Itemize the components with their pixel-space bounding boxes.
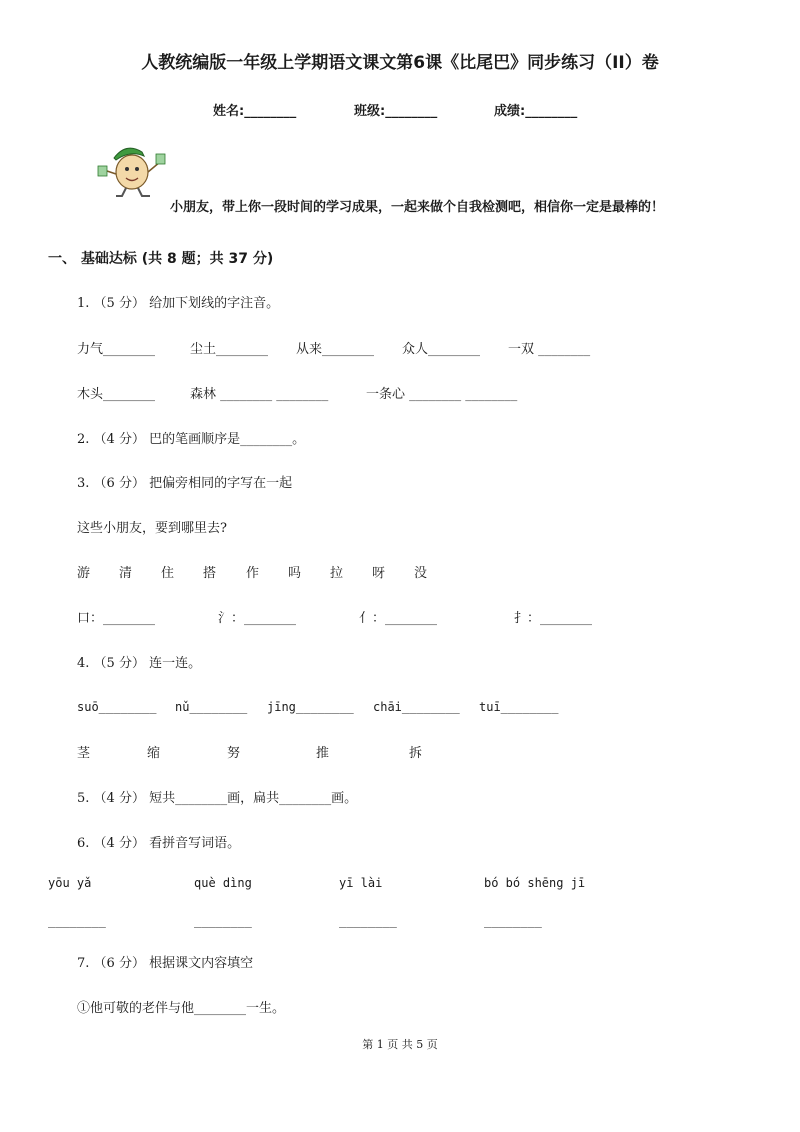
q1-item: 木头________ — [77, 387, 156, 402]
q1-item: 尘土________ — [190, 342, 269, 357]
q1-item: 森林 ________ ________ — [190, 387, 329, 402]
q4-pinyin: chāi________ — [373, 700, 460, 714]
question-7-prompt: 7. （6 分） 根据课文内容填空 — [77, 956, 254, 971]
q4-char: 缩 — [147, 746, 161, 761]
section-heading: 一、 基础达标 (共 8 题；共 37 分) — [48, 251, 274, 267]
q3-char: 没 — [414, 566, 428, 581]
q3-subtext: 这些小朋友，要到哪里去? — [77, 521, 227, 536]
name-field[interactable]: 姓名:________ — [213, 104, 297, 119]
intro-text: 小朋友，带上你一段时间的学习成果，一起来做个自我检测吧，相信你一定是最棒的！ — [170, 200, 665, 215]
q3-blank: 氵：________ — [218, 611, 297, 626]
question-4-prompt: 4. （5 分） 连一连。 — [77, 656, 202, 671]
q3-char: 呀 — [372, 566, 386, 581]
q3-char: 吗 — [288, 566, 302, 581]
q4-char: 拆 — [409, 746, 423, 761]
q4-pinyin: suō________ — [77, 700, 157, 714]
q3-char: 作 — [246, 566, 260, 581]
q6-blank: ________ — [339, 914, 397, 928]
q6-blank: ________ — [194, 914, 252, 928]
question-1-prompt: 1. （5 分） 给加下划线的字注音。 — [77, 296, 280, 311]
q1-item: 力气________ — [77, 342, 156, 357]
q6-pinyin: yī lài — [339, 876, 383, 890]
page-footer: 第 1 页 共 5 页 — [362, 1038, 438, 1051]
q6-blank: ________ — [484, 914, 542, 928]
score-field[interactable]: 成绩:________ — [494, 104, 578, 119]
q1-item: 众人________ — [402, 342, 481, 357]
q1-item: 一条心 ________ ________ — [366, 387, 518, 402]
q1-item: 从来________ — [296, 342, 375, 357]
question-3-prompt: 3. （6 分） 把偏旁相同的字写在一起 — [77, 476, 293, 491]
q4-pinyin: nǔ________ — [175, 700, 248, 714]
page-title: 人教统编版一年级上学期语文课文第6课《比尾巴》同步练习（II）卷 — [141, 53, 659, 73]
q3-blank: 扌：________ — [514, 611, 593, 626]
q3-char: 游 — [77, 566, 91, 581]
question-2-prompt: 2. （4 分） 巴的笔画顺序是________。 — [77, 432, 306, 447]
q3-char: 住 — [161, 566, 175, 581]
q4-pinyin: jīng________ — [267, 700, 354, 714]
question-6-prompt: 6. （4 分） 看拼音写词语。 — [77, 836, 241, 851]
q4-char: 推 — [316, 746, 330, 761]
question-5-prompt: 5. （4 分） 短共________画，扁共________画。 — [77, 791, 358, 806]
q3-char: 清 — [119, 566, 133, 581]
q4-char: 努 — [227, 746, 241, 761]
q3-blank: 亻：________ — [359, 611, 438, 626]
q6-pinyin: què dìng — [194, 876, 252, 890]
q6-pinyin: yōu yǎ — [48, 876, 92, 890]
q4-char: 茎 — [77, 746, 91, 761]
class-field[interactable]: 班级:________ — [354, 104, 438, 119]
q7-line: ①他可敬的老伴与他________一生。 — [77, 1001, 286, 1016]
q4-pinyin: tuī________ — [479, 700, 559, 714]
q6-pinyin: bó bó shēng jī — [484, 876, 586, 890]
q3-char: 拉 — [330, 566, 344, 581]
q3-blank: 口：________ — [77, 611, 156, 626]
mascot-illustration — [96, 136, 168, 200]
q6-blank: ________ — [48, 914, 106, 928]
q1-item: 一双 ________ — [508, 342, 591, 357]
q3-char: 搭 — [203, 566, 217, 581]
